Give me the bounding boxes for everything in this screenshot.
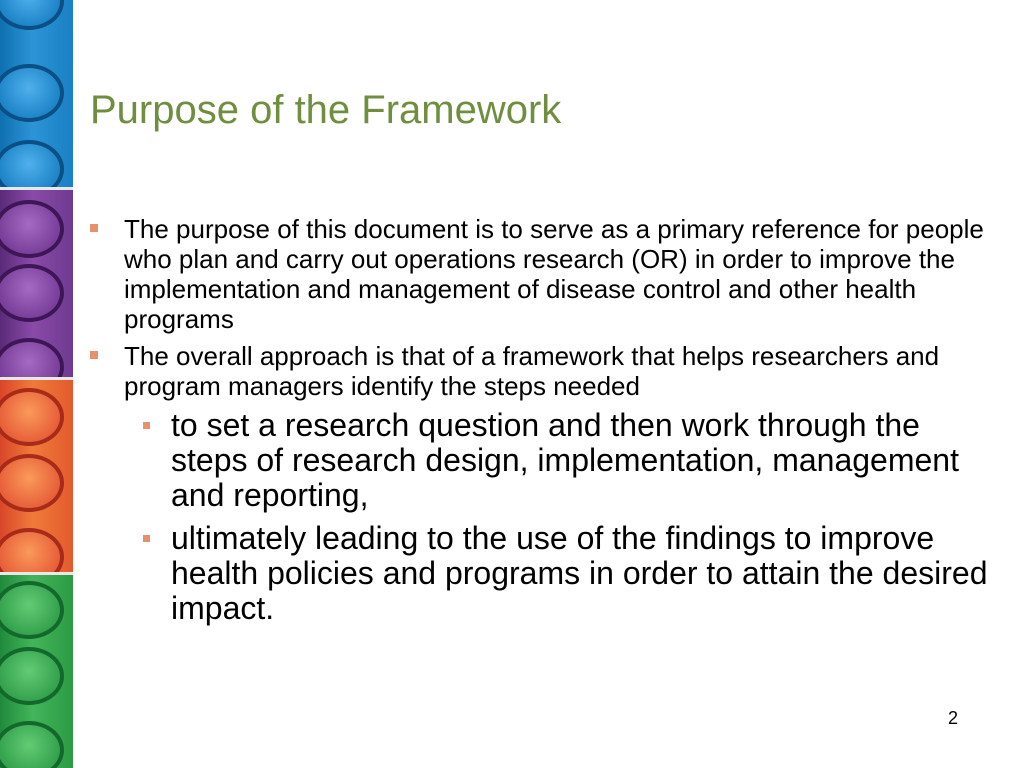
ring-icon: [0, 0, 64, 30]
ring-icon: [0, 200, 64, 258]
band-divider: [0, 572, 73, 575]
band-divider: [0, 187, 73, 190]
bullet-square-icon: [90, 351, 98, 359]
sub-bullet-text: to set a research question and then work through the steps of research design, implementation, management and reporting,: [171, 407, 959, 513]
sub-bullet-item: [88, 521, 991, 626]
ring-icon: [0, 528, 64, 575]
green-ring-band: [0, 575, 73, 768]
bullet-item: [88, 341, 998, 401]
slide-title: Purpose of the Framework: [90, 88, 562, 132]
band-divider: [0, 377, 73, 380]
ring-icon: [0, 338, 64, 380]
slide-body: [88, 214, 998, 634]
blue-ring-band: [0, 0, 73, 190]
ring-icon: [0, 140, 64, 190]
bullet-text: The purpose of this document is to serve as a primary reference for people who plan and carry out operations research (OR) in order to improve the implementation and management of disease control and other health programs: [124, 214, 984, 334]
bullet-item: [88, 214, 998, 334]
sub-bullet-text: ultimately leading to the use of the findings to improve health policies and programs in order to attain the desired impact.: [171, 520, 988, 626]
ring-icon: [0, 454, 64, 512]
sub-bullet-item: [88, 408, 991, 513]
purple-ring-band: [0, 190, 73, 380]
bullet-square-icon: [143, 535, 150, 542]
ring-icon: [0, 388, 64, 446]
bullet-square-icon: [90, 224, 98, 232]
orange-ring-band: [0, 380, 73, 575]
ring-icon: [0, 721, 64, 768]
ring-icon: [0, 64, 64, 122]
bullet-square-icon: [143, 422, 150, 429]
page-number: 2: [948, 708, 959, 728]
bullet-text: The overall approach is that of a framework that helps researchers and program managers identify the steps needed: [124, 341, 940, 401]
ring-icon: [0, 264, 64, 322]
ring-icon: [0, 581, 64, 639]
decorative-side-strip: [0, 0, 73, 768]
ring-icon: [0, 647, 64, 705]
